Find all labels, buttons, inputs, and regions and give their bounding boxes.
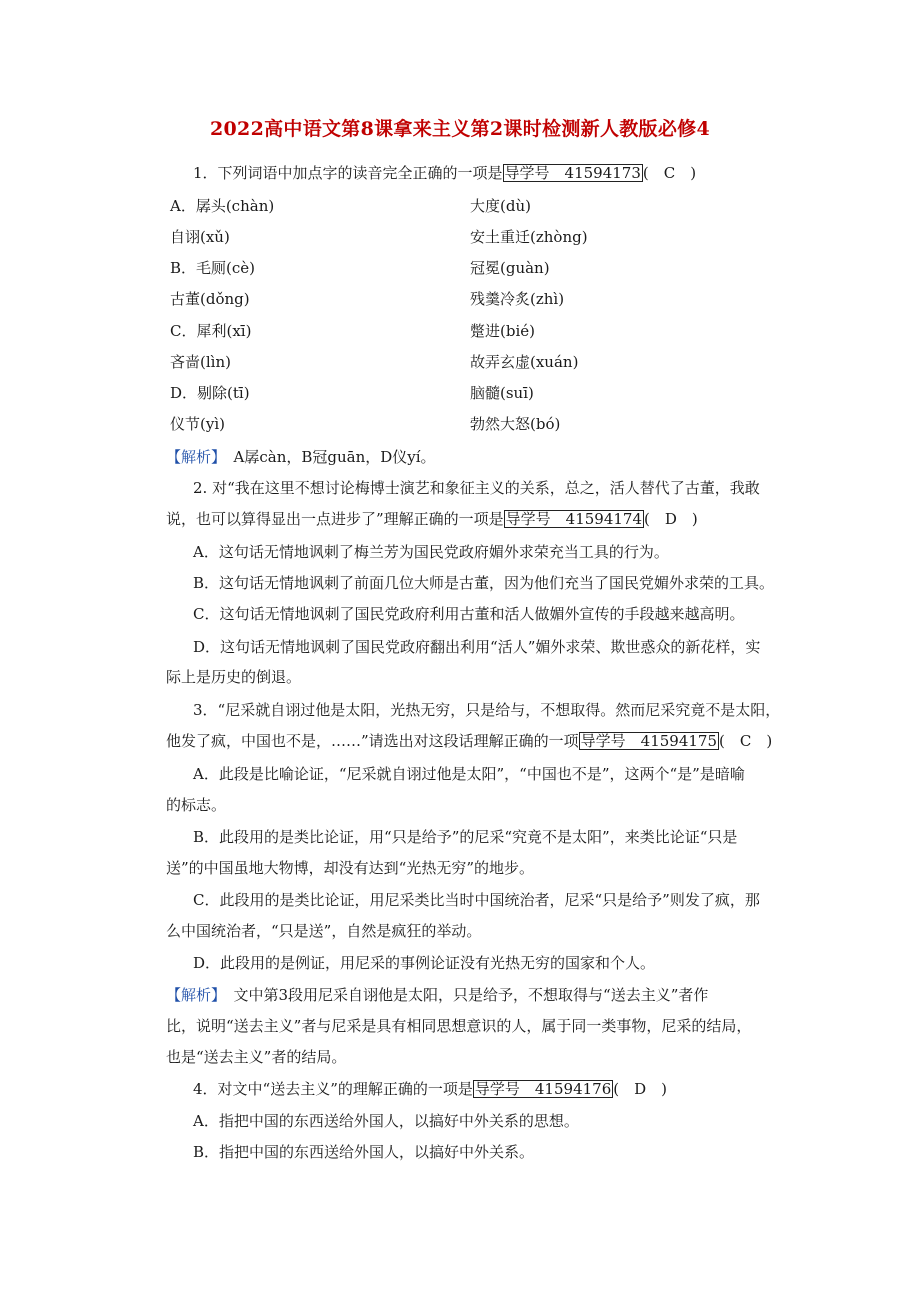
q2-stem-text: 说，也可以算得显出一点进步了”理解正确的一项是 [166, 510, 504, 528]
q1-guide-box: 导学号 41594173 [504, 164, 641, 182]
q1-row-5-right: 蹩进(bié) [470, 322, 535, 340]
q1-analysis [166, 447, 436, 467]
q4-guide-box: 导学号 41594176 [474, 1080, 612, 1098]
q3-option-a-line-2: 的标志。 [166, 796, 227, 814]
q3-analysis-line-2: 比，说明“送去主义”者与尼采是具有相同思想意识的人，属于同一类事物，尼采的结局， [166, 1017, 752, 1035]
q1-row-2-right: 安土重迁(zhòng) [470, 228, 588, 246]
q3-guide-box: 导学号 41594175 [580, 732, 718, 750]
q3-answer: ( C ) [719, 732, 773, 750]
q1-row-6-right: 故弄玄虚(xuán) [470, 353, 579, 371]
q2-option-d-line-1: D．这句话无情地讽刺了国民党政府翻出利用“活人”媚外求荣、欺世惑众的新花样，实 [193, 638, 761, 656]
q3-stem-line-1: 3．“尼采就自诩过他是太阳，光热无穷，只是给与，不想取得。然而尼采究竟不是太阳， [193, 701, 781, 719]
q1-analysis-tag: 【解析】 [166, 448, 219, 466]
q1-row-5-left: C．犀利(xī) [170, 322, 252, 340]
q1-row-7-left: D．剔除(tī) [170, 384, 250, 402]
q3-option-d: D．此段用的是例证，用尼采的事例论证没有光热无穷的国家和个人。 [193, 954, 656, 972]
q4-stem-text: 4．对文中“送去主义”的理解正确的一项是 [193, 1080, 473, 1098]
q3-stem-text: 他发了疯，中国也不是，……”请选出对这段话理解正确的一项 [166, 732, 579, 750]
q2-answer: ( D ) [644, 510, 698, 528]
q3-analysis-tag: 【解析】 [166, 986, 219, 1004]
q4-option-a: A．指把中国的东西送给外国人，以搞好中外关系的思想。 [193, 1112, 579, 1130]
q1-row-3-right: 冠冕(guàn) [470, 259, 550, 277]
q1-row-1-right: 大度(dù) [470, 197, 531, 215]
q1-row-4-right: 残羹冷炙(zhì) [470, 290, 565, 308]
q2-option-d-line-2: 际上是历史的倒退。 [166, 668, 302, 686]
q2-option-c: C．这句话无情地讽刺了国民党政府利用古董和活人做媚外宣传的手段越来越高明。 [193, 605, 745, 623]
q3-option-c-line-2: 么中国统治者，“只是送”，自然是疯狂的举动。 [166, 922, 482, 940]
q3-analysis-line-3: 也是“送去主义”者的结局。 [166, 1048, 347, 1066]
q2-option-a: A．这句话无情地讽刺了梅兰芳为国民党政府媚外求荣充当工具的行为。 [193, 543, 669, 561]
q1-row-8-left: 仪节(yì) [170, 415, 225, 433]
q3-option-b-line-2: 送”的中国虽地大物博，却没有达到“光热无穷”的地步。 [166, 859, 535, 877]
q1-stem-text: 1．下列词语中加点字的读音完全正确的一项是 [193, 164, 503, 182]
q1-row-1-left: A．孱头(chàn) [170, 197, 275, 215]
q2-stem-line-1: 2. 对“我在这里不想讨论梅博士演艺和象征主义的关系，总之，活人替代了古董，我敢 [193, 479, 760, 497]
q3-option-a-line-1: A．此段是比喻论证，“尼采就自诩过他是太阳”，“中国也不是”，这两个“是”是暗喻 [193, 765, 745, 783]
q1-analysis-text: A孱càn，B冠guān，D仪yí。 [218, 448, 436, 466]
q3-analysis-text-1: 文中第3段用尼采自诩他是太阳，只是给予，不想取得与“送去主义”者作 [218, 986, 709, 1004]
q1-row-2-left: 自诩(xǔ) [170, 228, 230, 246]
q4-stem [193, 1079, 667, 1099]
q2-guide-box: 导学号 41594174 [505, 510, 643, 528]
page-title: 2022高中语文第8课拿来主义第2课时检测新人教版必修4 [210, 118, 710, 140]
q1-stem [193, 163, 696, 183]
q3-option-b-line-1: B．此段用的是类比论证，用“只是给予”的尼采“究竟不是太阳”，来类比论证“只是 [193, 828, 738, 846]
q2-option-b: B．这句话无情地讽刺了前面几位大师是古董，因为他们充当了国民党媚外求荣的工具。 [193, 574, 775, 592]
q3-stem-line-2 [166, 731, 772, 751]
q1-row-4-left: 古董(dǒng) [170, 290, 250, 308]
q4-answer: ( D ) [613, 1080, 667, 1098]
q2-stem-line-2 [166, 509, 698, 529]
q1-row-8-right: 勃然大怒(bó) [470, 415, 561, 433]
q3-option-c-line-1: C．此段用的是类比论证，用尼采类比当时中国统治者，尼采“只是给予”则发了疯，那 [193, 891, 760, 909]
q1-row-6-left: 吝啬(lìn) [170, 353, 231, 371]
q3-analysis-line-1 [166, 985, 708, 1005]
q1-row-7-right: 脑髓(suī) [470, 384, 534, 402]
q4-option-b: B．指把中国的东西送给外国人，以搞好中外关系。 [193, 1143, 535, 1161]
q1-answer: ( C ) [642, 164, 697, 182]
q1-row-3-left: B．毛厕(cè) [170, 259, 256, 277]
